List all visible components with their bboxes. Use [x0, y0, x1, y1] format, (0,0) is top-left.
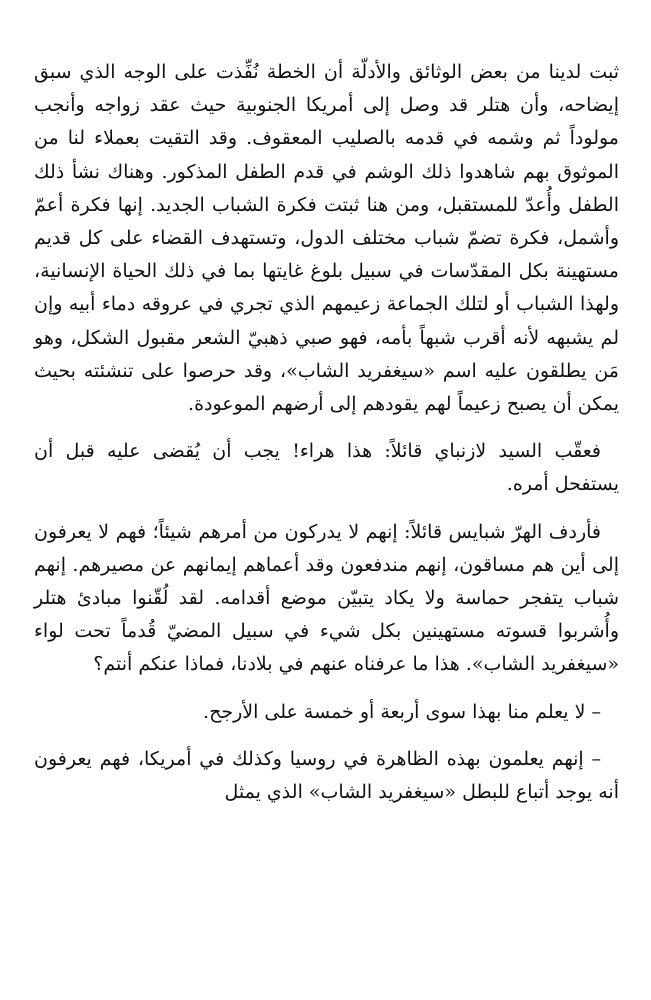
document-page: [34, 56, 619, 809]
paragraph-2: فعقّب السيد لازنباي قائلاً: هذا هراء! يجب أن يُقضى عليه قبل أن يستفحل أمره.: [34, 440, 619, 496]
paragraph-gap: [34, 421, 619, 435]
paragraph-gap: [34, 682, 619, 696]
paragraph-1: ثبت لدينا من بعض الوثائق والأدلّة أن الخطة نُفِّذت على الوجه الذي سبق إيضاحه، وأن هتلر قد وصل إلى أمريكا الجنوبية حيث عقد زواجه وأنجب مولوداً ثم وشمه في قدمه بالصليب المعقوف. وقد التقيت بعملاء لنا من الموثوق بهم شاهدوا ذلك الوشم في قدم الطفل المذكور. وهناك نشأ ذلك الطفل وأُعدّ للمستقبل، ومن هنا ثبتت فكرة الشباب الجديد. إنها فكرة أعمّ وأشمل، فكرة تضمّ شباب مختلف الدول، وتستهدف القضاء على كل قديم مستهينة بكل المقدّسات في سبيل بلوغ غايتها بما في ذلك الحياة الإنسانية، ولهذا الشباب أو لتلك الجماعة زعيمهم الذي تجري في عروقه دماء أبيه وإن لم يشبهه لأنه أقرب شبهاً بأمه، فهو صبي ذهبيّ الشعر مقبول الشكل، وهو مَن يطلقون عليه اسم «سيغفريد الشاب»، وقد حرصوا على تنشئته بحيث يمكن أن يصبح زعيماً لهم يقودهم إلى أرضهم الموعودة.: [34, 61, 619, 416]
dialogue-line-1: – لا يعلم منا بهذا سوى أربعة أو خمسة على الأرجح.: [203, 700, 601, 723]
dialogue-line-2: – إنهم يعلمون بهذه الظاهرة في روسيا وكذلك في أمريكا، فهم يعرفون أنه يوجد أتباع للبطل «سيغفريد الشاب» الذي يمثل: [34, 747, 619, 804]
paragraph-gap: [34, 502, 619, 516]
paragraph-gap: [34, 729, 619, 743]
paragraph-3: فأردف الهرّ شبايس قائلاً: إنهم لا يدركون من أمرهم شيئاً؛ فهم لا يعرفون إلى أين هم مساقون، إنهم مندفعون وقد أعماهم إيمانهم عن مصيرهم. إنهم شباب يتفجر حماسة ولا يكاد يتبيّن موضع أقدامه. لقد لُقّنوا مبادئ هتلر وأُشربوا قسوته مستهينين بكل شيء في سبيل المضيّ قُدماً تحت لواء «سيغفريد الشاب». هذا ما عرفناه عنهم في بلادنا، فماذا عنكم أنتم؟: [34, 520, 619, 676]
